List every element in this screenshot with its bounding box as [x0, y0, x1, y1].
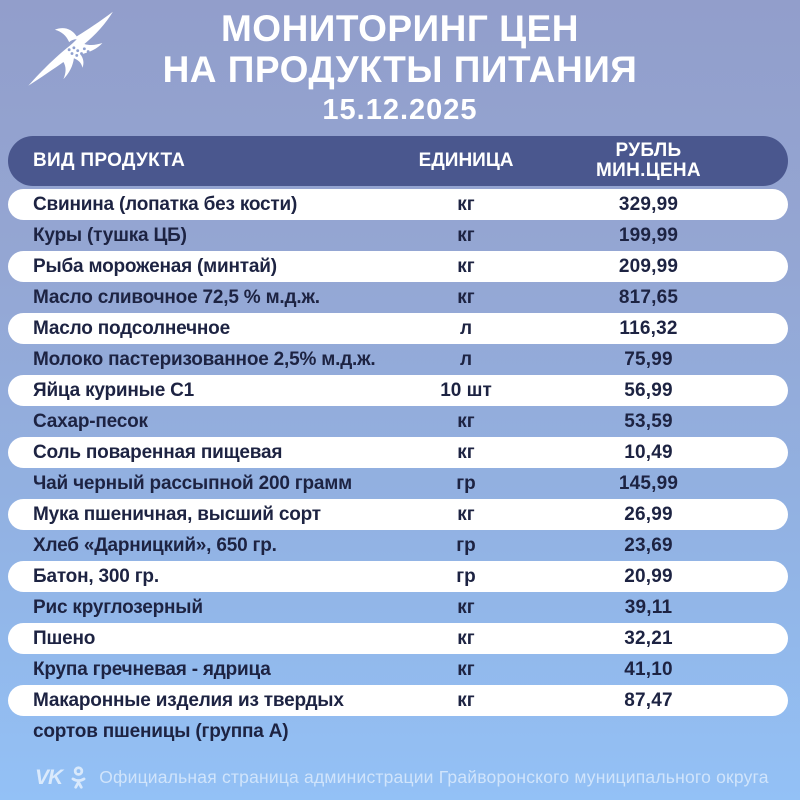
- table-row: [8, 189, 788, 220]
- table-row: [8, 282, 788, 313]
- footer-caption: Официальная страница администрации Грайворонского муниципального округа: [99, 767, 769, 787]
- product-cell: Макаронные изделия из твердых: [33, 689, 344, 711]
- table-row: [8, 592, 788, 623]
- table-row: [8, 220, 788, 251]
- price-cell: 199,99: [618, 224, 679, 246]
- table-row: [8, 468, 788, 499]
- product-cell-continuation: сортов пшеницы (группа А): [33, 721, 289, 742]
- page-title-line2: НА ПРОДУКТЫ ПИТАНИЯ: [162, 49, 638, 90]
- product-cell: Куры (тушка ЦБ): [33, 224, 187, 246]
- product-cell: Рис круглозерный: [33, 596, 203, 618]
- price-cell: 41,10: [624, 658, 673, 680]
- price-cell: 26,99: [624, 503, 673, 525]
- unit-cell: кг: [457, 503, 475, 525]
- column-header-price-line1: РУБЛЬ: [615, 140, 682, 161]
- price-cell: 20,99: [624, 565, 673, 587]
- table-row: [8, 437, 788, 468]
- unit-cell: кг: [457, 658, 475, 680]
- price-cell: 53,59: [624, 410, 673, 432]
- unit-cell: л: [459, 348, 473, 370]
- price-cell: 32,21: [624, 627, 673, 649]
- price-cell: 209,99: [618, 255, 679, 277]
- table-row: [8, 406, 788, 437]
- product-cell: Хлеб «Дарницкий», 650 гр.: [33, 534, 277, 556]
- product-cell: Яйца куриные С1: [33, 379, 195, 401]
- product-cell: Пшено: [33, 627, 96, 649]
- table-row: [8, 344, 788, 375]
- table-row: [8, 530, 788, 561]
- unit-cell: гр: [456, 534, 476, 556]
- odnoklassniki-icon: [71, 766, 86, 790]
- table-header-row: [8, 136, 788, 186]
- product-cell: Масло подсолнечное: [33, 317, 230, 339]
- product-cell: Мука пшеничная, высший сорт: [33, 503, 321, 525]
- unit-cell: кг: [457, 441, 475, 463]
- price-cell: 116,32: [619, 317, 678, 339]
- price-cell: 87,47: [624, 689, 673, 711]
- product-cell: Сахар-песок: [33, 410, 148, 432]
- product-cell: Свинина (лопатка без кости): [33, 193, 298, 215]
- unit-cell: кг: [457, 410, 475, 432]
- unit-cell: кг: [457, 286, 475, 308]
- product-cell: Крупа гречневая - ядрица: [33, 658, 271, 680]
- column-header-price: [534, 141, 788, 181]
- unit-cell: л: [459, 317, 473, 339]
- price-cell: 329,99: [618, 193, 679, 215]
- table-row: [8, 375, 788, 406]
- table-row: [8, 654, 788, 685]
- unit-cell: гр: [456, 472, 476, 494]
- page-title-line1: МОНИТОРИНГ ЦЕН: [220, 8, 580, 49]
- column-header-price-line2: МИН.ЦЕНА: [596, 160, 701, 181]
- unit-cell: кг: [457, 255, 475, 277]
- unit-cell: 10 шт: [440, 379, 492, 401]
- price-cell: 39,11: [624, 596, 673, 618]
- table-row: [8, 623, 788, 654]
- price-cell: 56,99: [624, 379, 673, 401]
- product-cell: Батон, 300 гр.: [33, 565, 159, 587]
- table-row: [8, 685, 788, 716]
- unit-cell: кг: [457, 596, 475, 618]
- product-cell: Рыба мороженая (минтай): [33, 255, 277, 277]
- unit-cell: гр: [456, 565, 476, 587]
- price-cell: 23,69: [624, 534, 673, 556]
- unit-cell: кг: [457, 627, 475, 649]
- table-row: [8, 561, 788, 592]
- product-cell: Молоко пастеризованное 2,5% м.д.ж.: [33, 348, 376, 370]
- unit-cell: кг: [457, 224, 475, 246]
- price-cell: 10,49: [624, 441, 673, 463]
- price-cell: 75,99: [624, 348, 673, 370]
- column-header-product: ВИД ПРОДУКТА: [33, 150, 186, 171]
- price-cell: 817,65: [618, 286, 679, 308]
- report-date: 15.12.2025: [322, 94, 478, 126]
- vk-icon: VK: [35, 766, 63, 789]
- page-header: [0, 0, 800, 136]
- unit-cell: кг: [457, 193, 475, 215]
- product-cell: Масло сливочное 72,5 % м.д.ж.: [33, 286, 320, 308]
- product-cell: Соль поваренная пищевая: [33, 441, 283, 463]
- unit-cell: кг: [457, 689, 475, 711]
- price-table: [8, 136, 788, 747]
- price-cell: 145,99: [618, 472, 679, 494]
- table-row: [8, 251, 788, 282]
- page-footer: [0, 747, 800, 800]
- table-row: [8, 313, 788, 344]
- table-body: [8, 189, 788, 747]
- product-cell: Чай черный рассыпной 200 грамм: [33, 472, 352, 494]
- table-row: [8, 499, 788, 530]
- column-header-unit: ЕДИНИЦА: [418, 150, 514, 171]
